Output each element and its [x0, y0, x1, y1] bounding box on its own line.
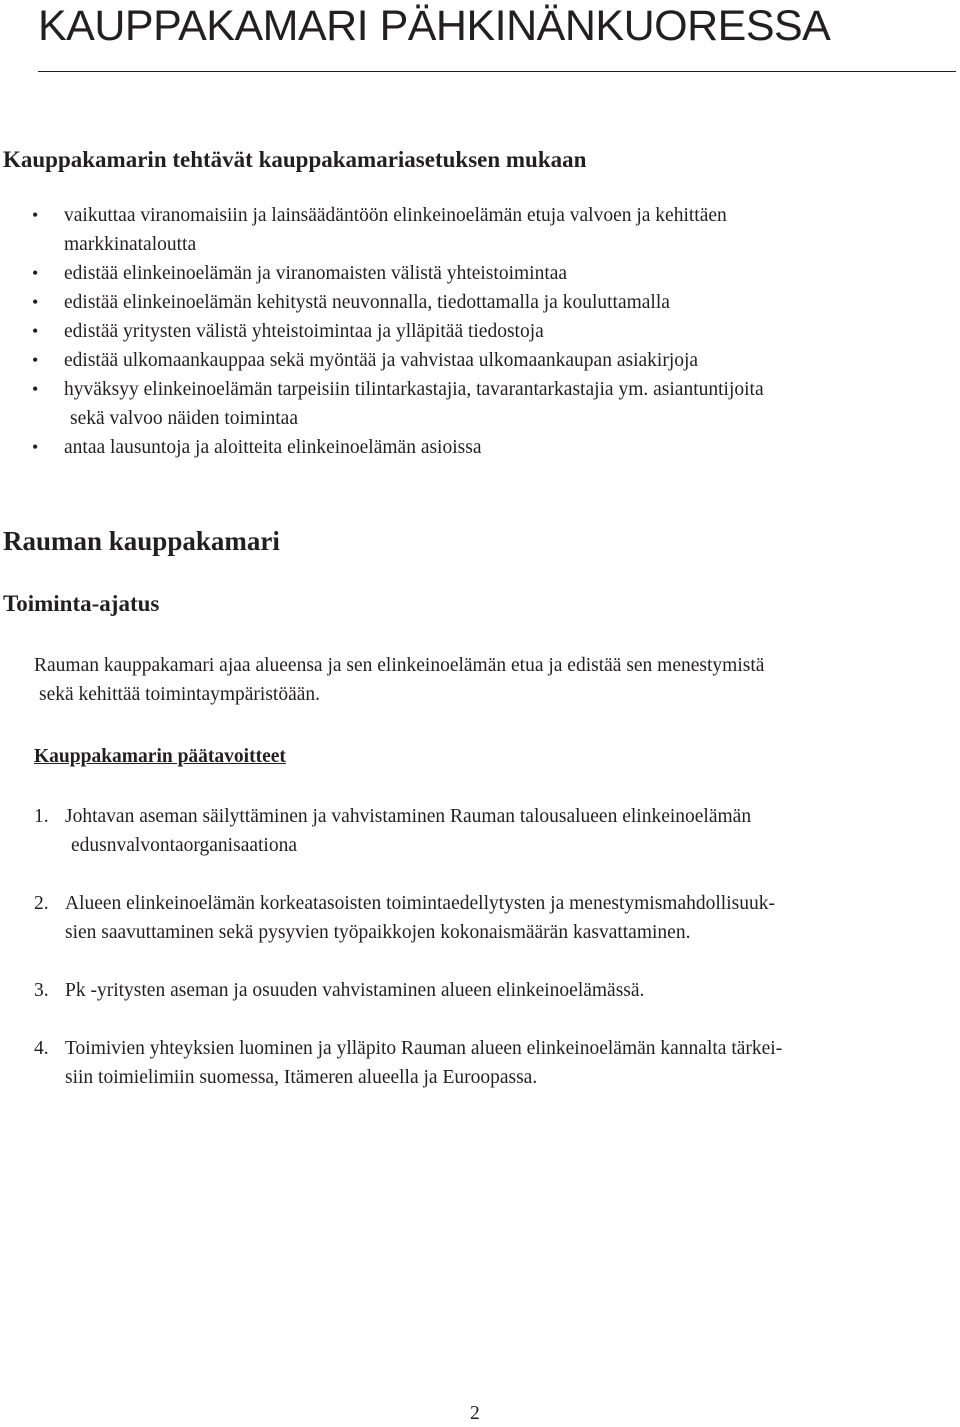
mission-paragraph	[34, 651, 764, 709]
bullet-text-line: edistää elinkeinoelämän ja viranomaisten välistä yhteistoimintaa	[64, 263, 568, 284]
bullet-text-line: edistää elinkeinoelämän kehitystä neuvonnalla, tiedottamalla ja kouluttamalla	[64, 292, 670, 313]
bullet-icon: •	[32, 350, 39, 370]
bullet-icon: •	[32, 263, 39, 283]
task-bullet-list	[0, 201, 960, 462]
goal-item	[0, 976, 960, 1005]
section-heading-tasks: Kauppakamarin tehtävät kauppakamariasetuksen mukaan	[3, 147, 587, 172]
list-item	[0, 433, 960, 462]
bullet-icon: •	[32, 379, 39, 399]
page-title: KAUPPAKAMARI PÄHKINÄNKUORESSA	[38, 2, 831, 50]
bullet-text-line: sekä valvoo näiden toimintaa	[70, 408, 298, 429]
goal-item	[0, 1034, 960, 1092]
bullet-text-line: edistää ulkomaankauppaa sekä myöntää ja vahvistaa ulkomaankaupan asiakirjoja	[64, 350, 699, 371]
bullet-text-line: antaa lausuntoja ja aloitteita elinkeinoelämän asioissa	[64, 437, 482, 458]
goal-text-line: edusnvalvontaorganisaationa	[71, 835, 297, 856]
goal-number: 3.	[34, 980, 49, 1001]
bullet-icon: •	[32, 437, 39, 457]
list-item	[0, 346, 960, 375]
title-rule	[38, 71, 956, 72]
paragraph-line: sekä kehittää toimintaympäristöään.	[39, 684, 321, 705]
list-item	[0, 375, 960, 433]
goal-text-line: sien saavuttaminen sekä pysyvien työpaikkojen kokonaismäärän kasvattaminen.	[65, 922, 691, 943]
section-heading-rauma: Rauman kauppakamari	[3, 526, 280, 556]
list-item	[0, 288, 960, 317]
bullet-icon: •	[32, 205, 39, 225]
goal-item	[0, 802, 960, 860]
goal-text-line: Johtavan aseman säilyttäminen ja vahvistaminen Rauman talousalueen elinkeinoelämän	[65, 806, 752, 827]
subheading-mission: Toiminta-ajatus	[3, 591, 160, 616]
bullet-text-line: markkinataloutta	[64, 234, 197, 255]
list-item	[0, 317, 960, 346]
list-item	[0, 201, 960, 259]
goal-item	[0, 889, 960, 947]
goal-text-line: Pk -yritysten aseman ja osuuden vahvistaminen alueen elinkeinoelämässä.	[65, 980, 645, 1001]
goal-text-line: Alueen elinkeinoelämän korkeatasoisten toimintaedellytysten ja menestymismahdollisuuk-	[65, 893, 775, 914]
bullet-text-line: edistää yritysten välistä yhteistoimintaa ja ylläpitää tiedostoja	[64, 321, 544, 342]
goal-number: 2.	[34, 893, 49, 914]
goal-text-line: siin toimielimiin suomessa, Itämeren alueella ja Euroopassa.	[65, 1067, 538, 1088]
bullet-text-line: vaikuttaa viranomaisiin ja lainsäädäntöön elinkeinoelämän etuja valvoen ja kehittäen	[64, 205, 727, 226]
bullet-text-line: hyväksyy elinkeinoelämän tarpeisiin tilintarkastajia, tavarantarkastajia ym. asiantuntijoita	[64, 379, 764, 400]
bullet-icon: •	[32, 321, 39, 341]
goals-list	[0, 802, 960, 1121]
goals-heading: Kauppakamarin päätavoitteet	[34, 746, 286, 767]
goal-text-line: Toimivien yhteyksien luominen ja ylläpito Rauman alueen elinkeinoelämän kannalta tärkei-	[65, 1038, 783, 1059]
paragraph-line: Rauman kauppakamari ajaa alueensa ja sen elinkeinoelämän etua ja edistää sen menestymistä	[34, 655, 765, 676]
page-number: 2	[470, 1403, 480, 1424]
goal-number: 1.	[34, 806, 49, 827]
goal-number: 4.	[34, 1038, 49, 1059]
bullet-icon: •	[32, 292, 39, 312]
list-item	[0, 259, 960, 288]
